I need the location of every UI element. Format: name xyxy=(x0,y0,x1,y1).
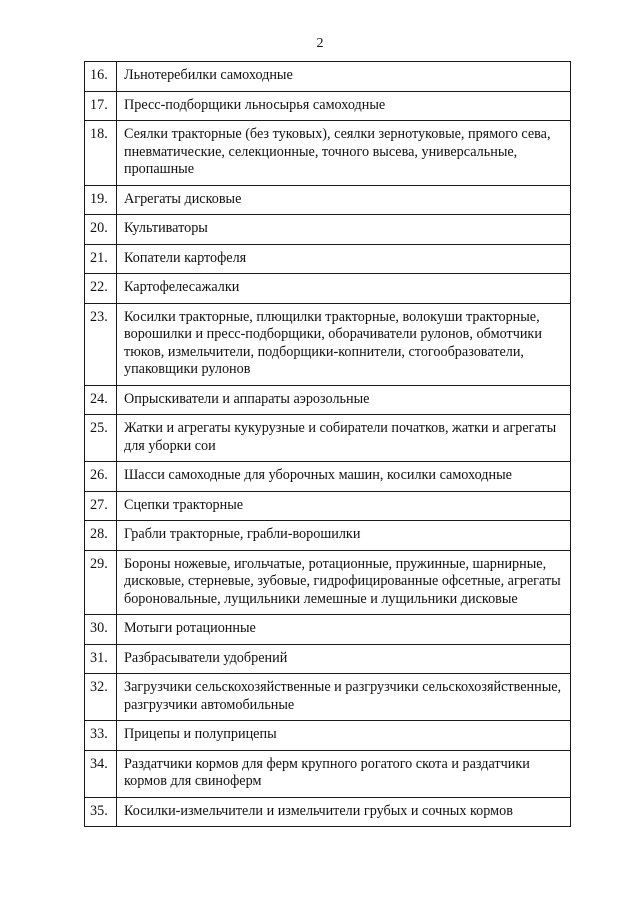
row-number: 30. xyxy=(85,615,117,645)
row-number: 20. xyxy=(85,215,117,245)
row-number: 22. xyxy=(85,274,117,304)
table-row xyxy=(85,303,571,385)
row-number: 26. xyxy=(85,462,117,492)
table-row xyxy=(85,185,571,215)
row-number: 25. xyxy=(85,415,117,462)
row-text: Сеялки тракторные (без туковых), сеялки зернотуковые, прямого сева, пневматические, селекционные, точного высева, универсальные, пропашные xyxy=(117,121,571,186)
row-text: Культиваторы xyxy=(117,215,571,245)
table-row xyxy=(85,244,571,274)
table-row xyxy=(85,615,571,645)
row-text: Разбрасыватели удобрений xyxy=(117,644,571,674)
row-number: 29. xyxy=(85,550,117,615)
row-text: Прицепы и полуприцепы xyxy=(117,721,571,751)
row-text: Грабли тракторные, грабли-ворошилки xyxy=(117,521,571,551)
row-text: Льнотеребилки самоходные xyxy=(117,62,571,92)
row-text: Шасси самоходные для уборочных машин, косилки самоходные xyxy=(117,462,571,492)
row-number: 24. xyxy=(85,385,117,415)
row-text: Опрыскиватели и аппараты аэрозольные xyxy=(117,385,571,415)
row-text: Агрегаты дисковые xyxy=(117,185,571,215)
table-row xyxy=(85,644,571,674)
row-number: 19. xyxy=(85,185,117,215)
row-number: 33. xyxy=(85,721,117,751)
row-number: 23. xyxy=(85,303,117,385)
row-text: Мотыги ротационные xyxy=(117,615,571,645)
row-text: Косилки тракторные, плющилки тракторные, волокуши тракторные, ворошилки и пресс-подборщики, оборачиватели рулонов, обмотчики тюков, измельчители, подборщики-копнители, стогообразователи, упаковщики рулонов xyxy=(117,303,571,385)
table-row xyxy=(85,721,571,751)
row-text: Жатки и агрегаты кукурузные и собиратели початков, жатки и агрегаты для уборки сои xyxy=(117,415,571,462)
row-text: Косилки-измельчители и измельчители грубых и сочных кормов xyxy=(117,797,571,827)
row-number: 32. xyxy=(85,674,117,721)
table-row xyxy=(85,215,571,245)
row-text: Сцепки тракторные xyxy=(117,491,571,521)
row-text: Картофелесажалки xyxy=(117,274,571,304)
table-row xyxy=(85,274,571,304)
table-row xyxy=(85,121,571,186)
table-row xyxy=(85,521,571,551)
table-row xyxy=(85,674,571,721)
row-number: 35. xyxy=(85,797,117,827)
row-text: Бороны ножевые, игольчатые, ротационные, пружинные, шарнирные, дисковые, стерневые, зубовые, гидрофицированные офсетные, агрегаты бороновальные, лущильники лемешные и лущильники дисковые xyxy=(117,550,571,615)
table-row xyxy=(85,415,571,462)
row-text: Пресс-подборщики льносырья самоходные xyxy=(117,91,571,121)
row-number: 18. xyxy=(85,121,117,186)
row-text: Раздатчики кормов для ферм крупного рогатого скота и раздатчики кормов для свиноферм xyxy=(117,750,571,797)
equipment-table xyxy=(84,61,571,827)
row-number: 34. xyxy=(85,750,117,797)
table-row xyxy=(85,91,571,121)
table-row xyxy=(85,385,571,415)
table-row xyxy=(85,750,571,797)
row-number: 21. xyxy=(85,244,117,274)
row-number: 16. xyxy=(85,62,117,92)
row-number: 17. xyxy=(85,91,117,121)
row-number: 28. xyxy=(85,521,117,551)
table-row xyxy=(85,550,571,615)
row-number: 27. xyxy=(85,491,117,521)
table-row xyxy=(85,62,571,92)
table-row xyxy=(85,797,571,827)
equipment-table-body xyxy=(85,62,571,827)
row-number: 31. xyxy=(85,644,117,674)
row-text: Копатели картофеля xyxy=(117,244,571,274)
page-number: 2 xyxy=(316,36,324,51)
table-row xyxy=(85,491,571,521)
table-row xyxy=(85,462,571,492)
row-text: Загрузчики сельскохозяйственные и разгрузчики сельскохозяйственные, разгрузчики автомобильные xyxy=(117,674,571,721)
